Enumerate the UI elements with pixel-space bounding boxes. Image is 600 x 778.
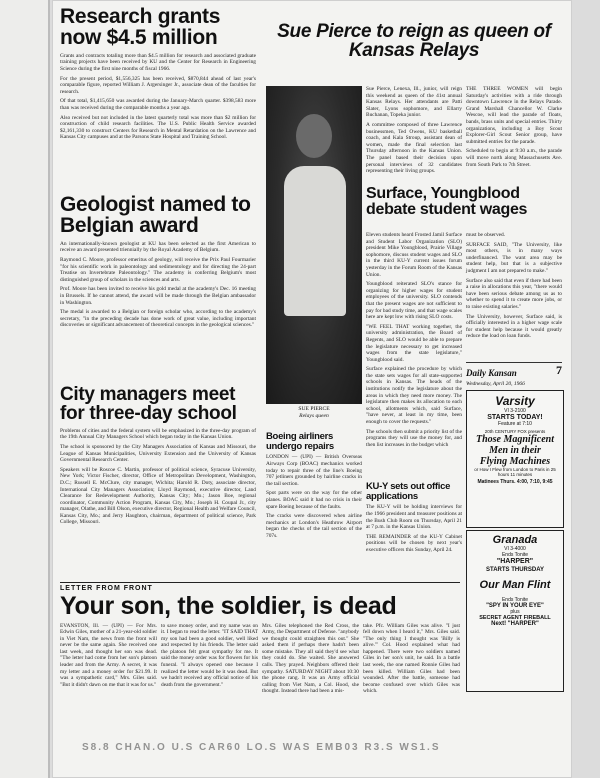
- granada-phone: VI 3-4000: [504, 546, 526, 552]
- varsity-studio: 20th CENTURY FOX presents: [484, 429, 546, 434]
- granada-next: Next! "HARPER": [491, 621, 539, 627]
- soldier-kicker: LETTER FROM FRONT: [60, 585, 153, 592]
- queen-col2: [466, 86, 562, 182]
- research-headline: Research grants now $4.5 million: [60, 5, 221, 50]
- wages-paragraph: SURFACE SAID, "The University, like most others, is in many ways underfinanced. The want area may be student help, but that is a subjective judgment I am not prepared to make.": [466, 241, 562, 274]
- paper-name: Daily Kansan: [466, 368, 517, 378]
- granada-spy: "SPY IN YOUR EYE": [486, 603, 544, 609]
- granada-name: Granada: [492, 534, 538, 546]
- kuy-headline: KU-Y sets out office applications: [366, 481, 451, 502]
- city-paragraph: Problems of cities and the federal system will be emphasized in the three-day program of the 19th Annual City Managers School which began today in the Kansas Union.: [60, 427, 256, 441]
- city-paragraph: Speakers will be Roscoe C. Martin, professor of political science, Syracuse University, New York; Victor Fischer, director, Office of Metropolitan Development, Washington, D.C.; Russell E. McClure, city manager, Wichita; Harold R. Doty, associate director, International City Managers Association; Lloyd Raymond, executive director, Land Clearance for Redevelopment Authority, Kansas City; Mo.; Jason Boe, regional coordinator, Community Action Program, Kansas City, Mo.; Joseph H. Coupal Jr., city manager, Olathe, and Bill Olson, executive director, Regional Health and Welfare Council, Kansas City, Mo.; and Jerry Haughton, chairman, department of political science, Park College, Missouri.: [60, 466, 256, 526]
- page-number: 7: [556, 363, 562, 377]
- city-paragraph: The school is sponsored by the City Managers Association of Kansas and Missouri, the League of Kansas Municipalities, University Extension and the University of Kansas Governmental Research Center.: [60, 443, 256, 464]
- wages-col1: [366, 232, 462, 448]
- varsity-times: Matinees Thurs. 4:00, 7:10, 9:45: [477, 479, 553, 485]
- research-story: [60, 6, 256, 191]
- wages-col2: [466, 232, 562, 360]
- wages-headline: Surface, Youngblood debate student wages: [366, 185, 528, 219]
- queen-paragraph: Scheduled to begin at 9:30 a.m., the parade will move north along Massachusetts Ave. from South Park to 7th Street.: [466, 148, 562, 168]
- city-managers-story: [60, 385, 256, 577]
- varsity-title: Flying Machines: [479, 456, 551, 467]
- previous-page-edge: [0, 0, 50, 778]
- bottom-strip: S8.8 CHAN.O U.S CAR60 LO.S WAS EMB03 R3.S WS1.S: [82, 742, 441, 753]
- city-managers-headline: City managers meet for three-day school: [60, 384, 237, 425]
- soldier-story: [60, 582, 460, 732]
- varsity-phone: VI 3-2100: [504, 408, 526, 414]
- kuy-paragraph: THE REMAINDER of the KU-Y Cabinet positions will be chosen by next year's executive officers this Sunday, April 24.: [366, 533, 462, 553]
- queen-paragraph: A committee composed of three Lawrence businessmen, Ted Owens, KU basketball coach, and Kala Stroup, assistant dean of women, made the final selection last Thursday afternoon in the Kansas Union. The panel based their decision upon personal interviews of 32 candidates representing their living groups.: [366, 121, 462, 175]
- boeing-story: [266, 432, 362, 578]
- granada-ad: [466, 530, 564, 692]
- wages-paragraph: The University, however, Surface said, is officially interested in a higher wage scale for student help because it would greatly reduce the load on loan funds.: [466, 313, 562, 340]
- wages-headline-box: [366, 186, 562, 230]
- boeing-paragraph: The cracks were discovered when airline mechanics at London's Heathrow Airport began the checks of the tail section of the 707s.: [266, 513, 362, 539]
- varsity-subtitle: or How I Flew from London to Paris in 25 hours 11 minutes: [474, 467, 556, 477]
- varsity-shows: Feature at 7:10: [498, 421, 532, 427]
- geologist-paragraph: Prof. Moore has been invited to receive his gold medal at the academy's Dec. 16 meeting in Brussels. If he cannot attend, the award will be made through the Belgian ambassador in Washington.: [60, 286, 256, 306]
- issue-date: Wednesday, April 20, 1966: [466, 381, 525, 387]
- varsity-name: Varsity: [495, 394, 535, 408]
- varsity-ad: [466, 390, 564, 528]
- research-paragraph: Of that total, $1,415,650 was awarded during the January-March quarter. $398,583 more than was received during the comparable months a year ago.: [60, 98, 256, 111]
- photo-caption: [266, 406, 362, 424]
- boeing-headline: Boeing airliners undergo repairs: [266, 431, 334, 452]
- wages-paragraph: "WE FEEL THAT working together, the university administration, the Board of Regents, and SLO would be able to prepare the legislature necessary to get increased wages from the state legislature," Youngblood said.: [366, 323, 462, 363]
- section-rule: [60, 582, 460, 583]
- wages-paragraph: Youngblood reiterated SLO's stance for organizing for higher wages for student employees of the university. SLO contends that the present wages are not sufficient to pay for bad study time, and that wage scales here are kept low with rising SLO costs.: [366, 281, 462, 321]
- boeing-paragraph: LONDON — (UPI) — British Overseas Airways Corp (BOAC) mechanics worked today to repair three of the line's Boeing 707 jetliners grounded by hairline cracks in the tail section.: [266, 454, 362, 487]
- kuy-paragraph: The KU-Y will be holding interviews for the 1966 president and treasurer positions at the Bush Club Room on Thursday, April 21 at 7 p.m. in the Kansas Union.: [366, 504, 462, 531]
- soldier-column: take. Pfc. William Giles was alive. "I just fell down when I heard it," Mrs. Giles said. "The only thing I thought was 'Billy is alive.'" Col. Hood explained what had happened. There were two soldiers named Giles in her son's unit, he said. In a battle last week, the one named Ronnie Giles had been killed. William Giles had been wounded. After the battle, someone had become confused over which Giles was which.: [363, 622, 460, 695]
- sue-pierce-photo: [266, 86, 362, 404]
- geologist-headline: Geologist named to Belgian award: [60, 193, 251, 238]
- geologist-story: [60, 194, 256, 382]
- granada-title: Our Man Flint: [479, 579, 551, 591]
- granada-secret: SECRET AGENT FIREBALL: [479, 615, 551, 621]
- soldier-column: EVANSTON, Ill. — (UPI) — For Mrs. Edwin Giles, mother of a 21-year-old soldier in Viet Nam, the news from the front will never be the same again. She received one last week, and thought her son was dead. "The letter had come from her son's platoon leader and from the Army. A secret, it was my letter and a money order for $21.99. It was a sympathetic card," Mrs. Giles said. "But it didn't dawn on me that it was for us.": [60, 622, 157, 688]
- caption-title: Relays queen: [299, 413, 329, 419]
- soldier-column: Mrs. Giles telephoned the Red Cross, the Army, the Department of Defense. "anybody we thought could straighten this out." She asked them if perhaps there hadn't been some mistake. They all said they'd see what they could do. She waited. She answered calls. They prayed. Neighbors offered their sympathy. SATURDAY NIGHT about 10:30 the phone rang. It was an Army official calling from Viet Nam, a Col. Hood, she thought. Instead there had been a mis-: [262, 622, 359, 695]
- granada-starts: STARTS THURSDAY: [485, 567, 544, 573]
- varsity-title: Those Magnificent: [475, 434, 555, 445]
- caption-name: SUE PIERCE: [298, 406, 330, 412]
- queen-col1: [366, 86, 462, 182]
- geologist-paragraph: Raymond C. Moore, professor emeritus of geology, will receive the Prix Paul Fourmarier "for his scientific work in paleontology and sedimentology and for directing the 24-part Treatise on Invertebrate Paleontology." The academy is conferring Belgium's most distinguished group of scholars in the sciences and arts.: [60, 257, 256, 283]
- geologist-paragraph: An internationally-known geologist at KU has been selected as the first American to receive an award presented triennially by the Royal Academy of Belgium.: [60, 240, 256, 254]
- granada-ends-title: Ends Tonite: [501, 597, 529, 603]
- queen-paragraph: Sue Pierce, Lenexa, Ill., junior, will reign this weekend as queen of the 41st annual Kansas Relays. Her attendants are Patti Slater, Lyons sophomore, and Ellarry Buchanan, Topeka junior.: [366, 86, 462, 119]
- page-masthead: [466, 362, 562, 385]
- granada-current: "HARPER": [496, 558, 534, 565]
- geologist-paragraph: The medal is awarded to a Belgian or foreign scholar who, according to the academy's secretary, "in the preceding decade has done work of great value, including important discoveries or significant advancement of theoretical concepts in the geological sciences.": [60, 309, 256, 329]
- kuy-story: [366, 482, 462, 578]
- wages-paragraph: Surface also said that even if there had been a raise in allocations this year, "there would have been serious debate among us as to whether to spend it to create more jobs, or to raise existing salaries.": [466, 277, 562, 310]
- queen-story: [266, 22, 562, 82]
- newspaper-page: [52, 0, 572, 778]
- wages-paragraph: must be observed.: [466, 232, 506, 238]
- granada-plus: plus: [510, 609, 520, 615]
- wages-paragraph: Eleven students heard Frosted Jamil Surface and Student Labor Organization (SLO) president Mike Youngblood, Prairie Village sophomore, discuss student wages and SLO in the third KU-Y current issues forum yesterday in the Forum Room of the Kansas Union.: [366, 232, 462, 278]
- varsity-title: Men in their: [489, 445, 541, 456]
- queen-headline: Sue Pierce to reign as queen of Kansas Relays: [277, 21, 551, 62]
- queen-paragraph: THE THREE WOMEN will begin Saturday's activities with a ride through downtown Lawrence in the Relays Parade. Grand Marshall Chancellor W. Clarke Wescoe, will lead the parade of floats, bands, brass units and special entries. Thirty organizations, including a Boy Scout Explorer-Girl Scout Senior group, have submitted entries for the parade.: [466, 86, 562, 145]
- varsity-starts: STARTS TODAY!: [487, 414, 543, 421]
- wages-paragraph: The schools then submit a priority list of the programs they will use the money for, and then list increases in the budget which: [366, 428, 462, 448]
- granada-ends: Ends Tonite: [501, 552, 529, 558]
- research-paragraph: Also received but not included in the latest quarterly total was more than $2 million for construction of child research facilities. The U.S. Public Health Service awarded $2,161,330 to construct Centers for Research in Mental Retardation on the Lawrence and Kansas City campuses and at the Parsons State Hospital and Training School.: [60, 114, 256, 141]
- boeing-paragraph: Spot parts were on the way for the other planes. BOAC said it had no crisis in their spare Boeing because of the faults.: [266, 490, 362, 510]
- soldier-headline: Your son, the soldier, is dead: [60, 592, 397, 620]
- wages-paragraph: Surface explained the procedure by which the state sets wages for all state-supported schools in Kansas. The heads of the institutions notify the legislature about the areas in which they need more money. The legislature then makes its allocation to each school, allotments which, said Surface, "have never, at least in my time, been enough to cover the requests.": [366, 366, 462, 426]
- research-paragraph: For the present period, $1,556,325 has been received, $870,844 ahead of last year's comparable figure, reported William J. Argersinger Jr., associate dean of the faculties for research.: [60, 75, 256, 95]
- soldier-column: to save money order, and my name was on it. I began to read the letter. "IT SAID THAT my son had been a good soldier, well liked and respected by his friends. The letter said the platoon felt great sympathy for me. It said the money order was for flowers for his funeral. "I always opened one because I realized the letter would be it was dead. But we hadn't received any official notice of his death from the government.": [161, 622, 258, 688]
- research-paragraph: Grants and contracts totaling more than $4.5 million for research and associated graduate training projects have been received by KU and the Center for Research in Engineering Science during the first nine months of fiscal 1966.: [60, 52, 256, 72]
